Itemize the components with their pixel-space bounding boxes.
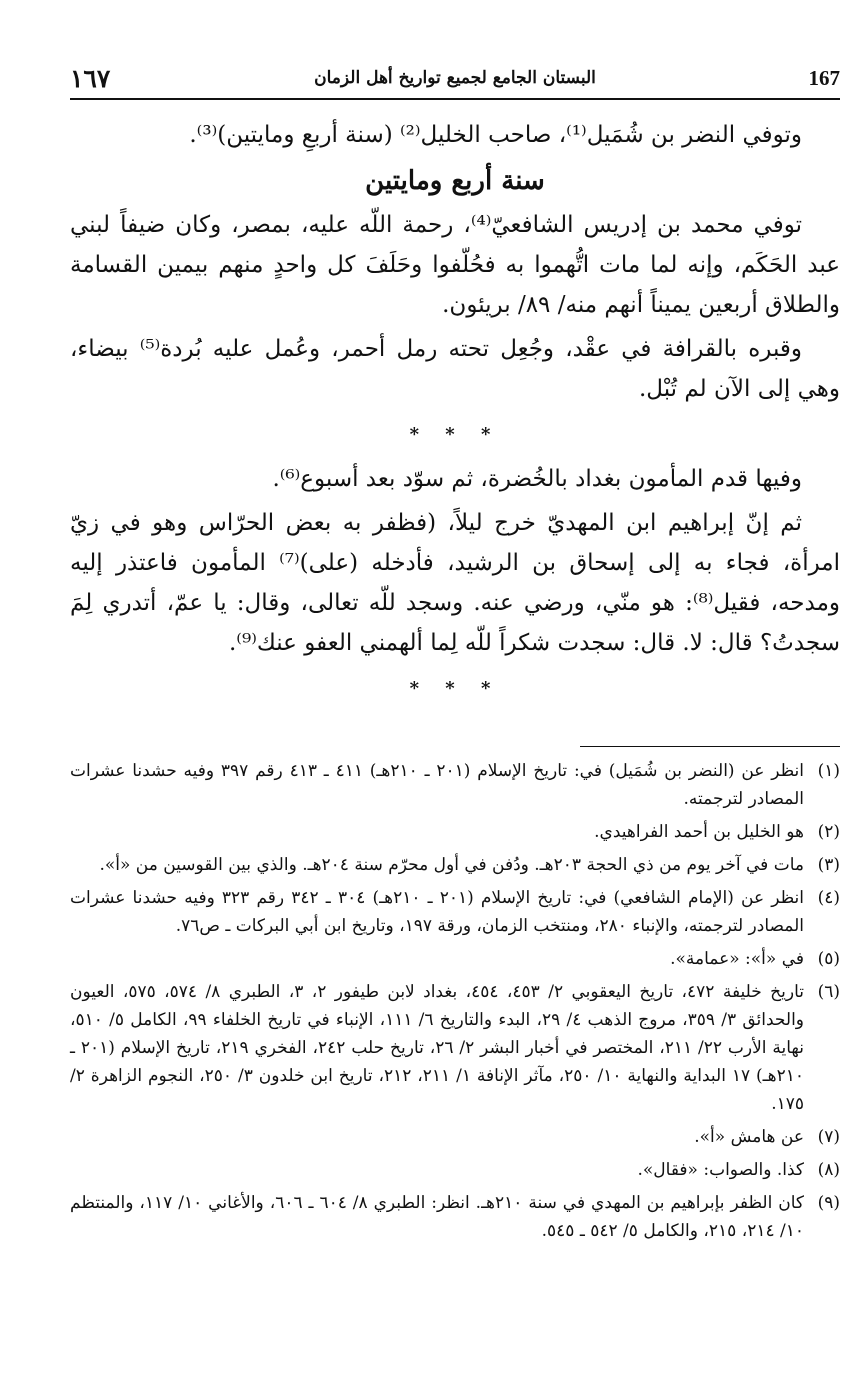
footnote-text: مات في آخر يوم من ذي الحجة ٢٠٣هـ. ودُفن في أول محرّم سنة ٢٠٤هـ. والذي بين القوسين من «أ».	[99, 855, 804, 875]
paragraph-5: ثم إنّ إبراهيم ابن المهديّ خرج ليلاً، (فظفر به بعض الحرّاس وهو في زيّ امرأة، فجاء به إلى إسحاق بن الرشيد، فأدخله (على)⁽⁷⁾ المأمون فاعتذر إليه ومدحه، فقيل⁽⁸⁾: هو منّي، ورضي عنه. وسجد للّه تعالى، وقال: يا عمّ، أتدري لِمَ سجدتُ؟ قال: لا. قال: سجدت شكراً للّه لِما ألهمني العفو عنك⁽⁹⁾.	[70, 510, 841, 656]
page-header	[70, 60, 840, 100]
section-divider-stars: * * *	[409, 424, 501, 445]
footnote-number: (٦)	[817, 982, 840, 1002]
footnote-number: (٢)	[817, 822, 840, 842]
page-number-latin: 167	[808, 66, 840, 90]
paragraph-4: وفيها قدم المأمون بغداد بالخُضرة، ثم سوّد بعد أسبوع⁽⁶⁾.	[272, 466, 802, 492]
footnote-text: هو الخليل بن أحمد الفراهيدي.	[594, 822, 804, 842]
footnote-number: (٥)	[817, 949, 840, 969]
header-rule	[70, 98, 840, 100]
footnote-text: في «أ»: «عمامة».	[670, 949, 804, 969]
footnote-text: كذا. والصواب: «فقال».	[637, 1160, 804, 1180]
footnote	[70, 851, 840, 879]
footnote	[70, 884, 840, 940]
running-title: البستان الجامع لجميع تواريخ أهل الزمان	[314, 68, 596, 88]
footnote	[70, 757, 840, 813]
footnote-text: انظر عن (النضر بن شُمَيل) في: تاريخ الإسلام (٢٠١ ـ ٢١٠هـ) ٤١١ ـ ٤١٣ رقم ٣٩٧ وفيه حشدنا عشرات المصادر لترجمته.	[70, 761, 805, 809]
footnote-text: انظر عن (الإمام الشافعي) في: تاريخ الإسلام (٢٠١ ـ ٢١٠هـ) ٣٠٤ ـ ٣٤٢ رقم ٣٢٣ وفيه حشدنا عشرات المصادر لترجمته، والإنباء ٢٨٠، ومنتخب الزمان، ورقة ١٩٧، وتاريخ ابن أبي البركات ـ ص٧٦.	[70, 888, 805, 936]
main-text	[70, 115, 840, 713]
footnote	[70, 1156, 840, 1184]
footnote-number: (٧)	[817, 1127, 840, 1147]
footnote	[70, 1189, 840, 1245]
footnote-number: (٤)	[817, 888, 840, 908]
footnote-text: كان الظفر بإبراهيم بن المهدي في سنة ٢١٠هـ. انظر: الطبري ٨/ ٦٠٤ ـ ٦٠٦، والأغاني ١٠/ ١١٧، والمنتظم ١٠/ ٢١٤، ٢١٥، والكامل ٥/ ٥٤٢ ـ ٥٤٥.	[70, 1193, 804, 1241]
footnote	[70, 945, 840, 973]
footnote	[70, 1123, 840, 1151]
footnote-text: تاريخ خليفة ٤٧٢، تاريخ اليعقوبي ٢/ ٤٥٣، ٤٥٤، بغداد لابن طيفور ٢، ٣، الطبري ٨/ ٥٧٤، ٥٧٥، العيون والحدائق ٣/ ٣٥٩، مروج الذهب ٤/ ٢٩، البدء والتاريخ ٦/ ١١١، الإنباء في تاريخ الخلفاء ٩٩، الكامل ٥/ ٥١٠، نهاية الأرب ٢٢/ ٢١١، المختصر في أخبار البشر ٢/ ٢٦، تاريخ حلب ٢٤٢، الفخري ٢١٩، تاريخ الإسلام (٢٠١ ـ ٢١٠هـ) ١٧ البداية والنهاية ١٠/ ٢٥٠، مآثر الإنافة ١/ ٢١١، ٢١٢، تاريخ ابن خلدون ٣/ ٢٥٠، النجوم الزاهرة ٢/ ١٧٥.	[70, 982, 805, 1114]
page-number-arabic: ١٦٧	[70, 64, 111, 93]
footnote	[70, 818, 840, 846]
footnote-number: (٣)	[817, 855, 840, 875]
paragraph-1: وتوفي النضر بن شُمَيل⁽¹⁾، صاحب الخليل⁽²⁾ (سنة أربعِ ومايتين)⁽³⁾.	[189, 122, 802, 148]
footnote-number: (٨)	[817, 1160, 840, 1180]
footnote-text: عن هامش «أ».	[694, 1127, 804, 1147]
footnote-number: (٩)	[817, 1193, 840, 1213]
paragraph-2: توفي محمد بن إدريس الشافعيّ⁽⁴⁾، رحمة اللّه عليه، بمصر، وكان ضيفاً لبني عبد الحَكَم، وإنه لما مات اتُّهموا به فحُلّفوا وحَلَفَ كل واحدٍ منهم بيمين القسامة والطلاق أربعين يميناً أنهم منه/ ٨٩/ بريئون.	[70, 212, 840, 318]
footnote-rule	[580, 746, 840, 747]
footnotes	[70, 757, 840, 1250]
footnote	[70, 978, 840, 1118]
footnote-number: (١)	[817, 761, 840, 781]
section-divider-stars: * * *	[409, 678, 501, 699]
paragraph-3: وقبره بالقرافة في عقْد، وجُعِل تحته رمل أحمر، وعُمل عليه بُردة⁽⁵⁾ بيضاء، وهي إلى الآن لم تُبْل.	[70, 336, 840, 402]
section-heading: سنة أربع ومايتين	[365, 166, 545, 196]
